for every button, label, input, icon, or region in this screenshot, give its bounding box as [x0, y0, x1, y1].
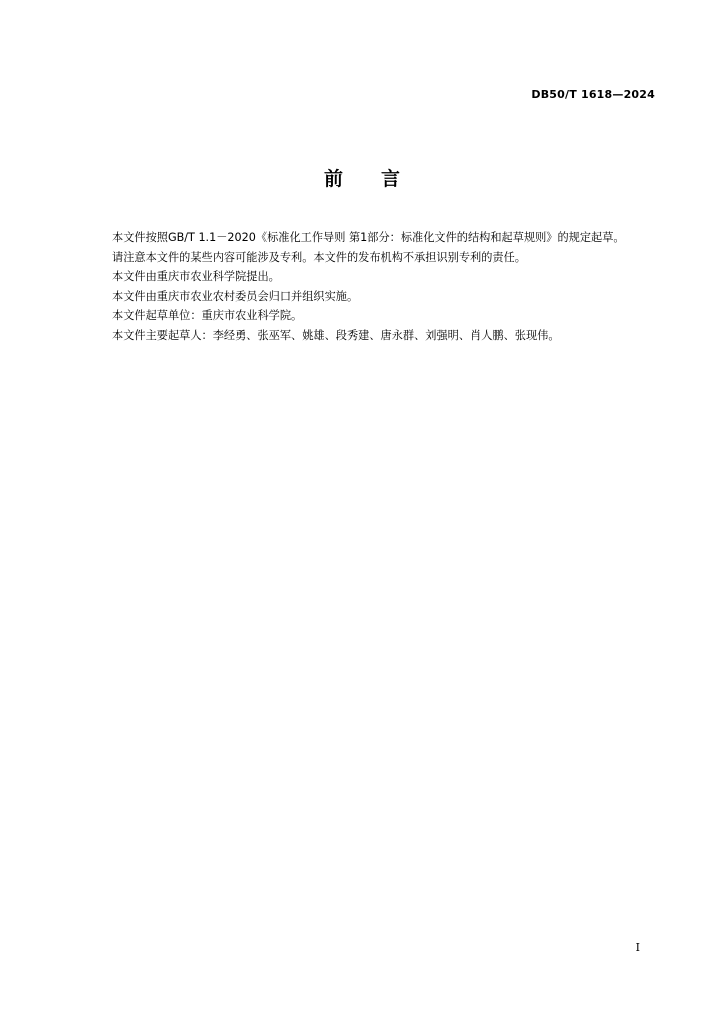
foreword-body [87, 228, 657, 345]
paragraph-standard-reference: 本文件按照GB/T 1.1－2020《标准化工作导则 第1部分：标准化文件的结构和起草规则》的规定起草。 [112, 231, 625, 244]
paragraph-patent-notice: 请注意本文件的某些内容可能涉及专利。本文件的发布机构不承担识别专利的责任。 [112, 250, 526, 264]
paragraph-proposer: 本文件由重庆市农业科学院提出。 [112, 270, 280, 283]
page-number: I [635, 941, 640, 954]
paragraph-drafting-unit: 本文件起草单位：重庆市农业科学院。 [112, 309, 303, 322]
page-title: 前 言 [323, 168, 400, 190]
paragraph-drafters: 本文件主要起草人：李经勇、张巫军、姚雄、段秀建、唐永群、刘强明、肖人鹏、张现伟。 [112, 328, 560, 342]
paragraph-administrator: 本文件由重庆市农业农村委员会归口并组织实施。 [112, 289, 359, 303]
standard-code: DB50/T 1618—2024 [531, 88, 655, 101]
